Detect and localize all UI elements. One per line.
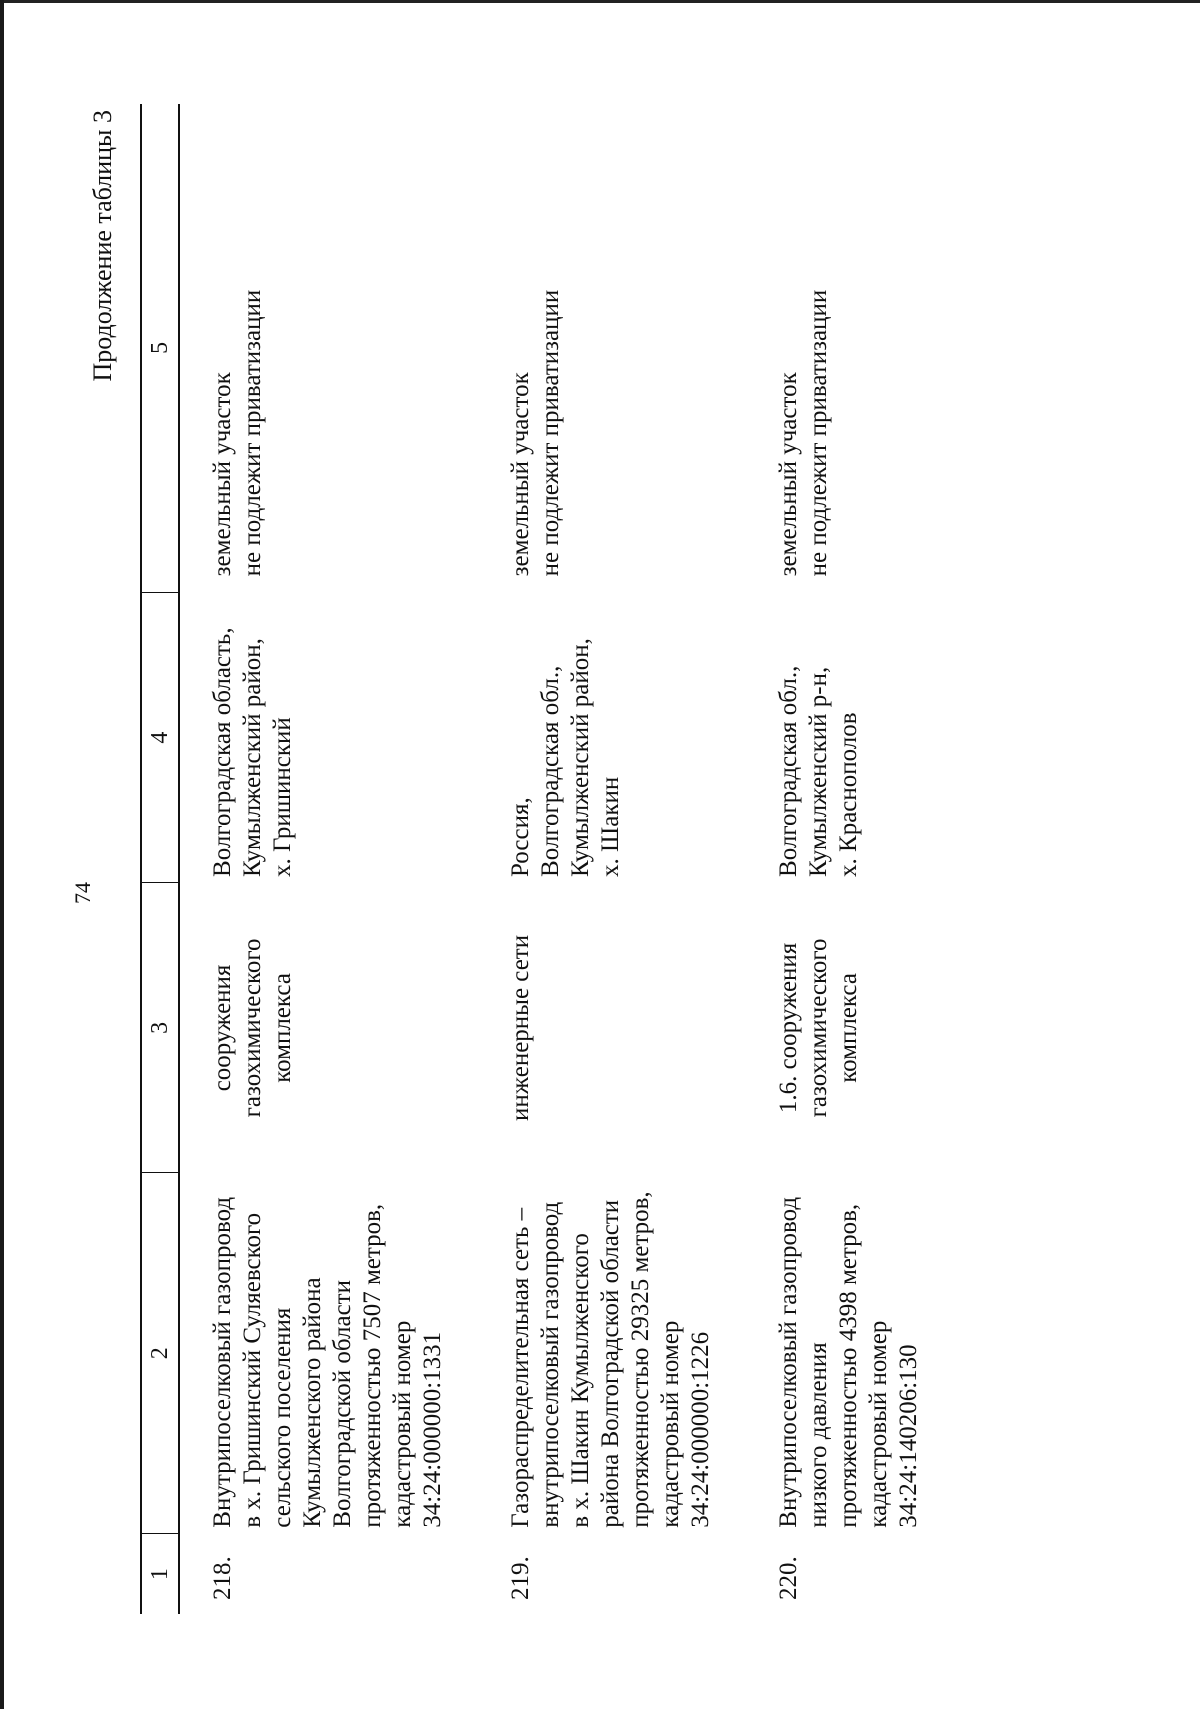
- object-name-line: Волгоградской области: [329, 1280, 356, 1528]
- column-header-1: 1: [141, 1534, 179, 1614]
- object-name-line: Кумылженского района: [299, 1277, 326, 1528]
- object-type-line: сооружения: [209, 964, 236, 1092]
- object-name-line: района Волгоградской области: [597, 1199, 624, 1528]
- table-row: [179, 104, 478, 1614]
- object-address-line: Волгоградская обл.,: [775, 665, 802, 877]
- object-type-line: газохимического: [239, 938, 266, 1118]
- object-name-line: внутрипоселковый газопровод: [537, 1201, 564, 1528]
- object-address-line: Кумылженский район,: [567, 638, 594, 877]
- table-header-row: [141, 104, 179, 1614]
- row-number-cell: 218.: [209, 1556, 236, 1600]
- object-type-line: 1.6. сооружения: [775, 942, 802, 1114]
- object-address-line: Кумылженский район,: [239, 638, 266, 877]
- object-name-line: 34:24:000000:1226: [687, 1331, 714, 1528]
- object-address-line: х. Гришинский: [269, 717, 296, 877]
- object-name-line: Внутрипоселковый газопровод: [775, 1196, 802, 1528]
- object-address-line: Волгоградская обл.,: [537, 665, 564, 877]
- object-address-cell: [179, 592, 478, 883]
- land-note-line: не подлежит приватизации: [537, 289, 564, 577]
- object-name-line: кадастровый номер: [865, 1320, 892, 1528]
- object-type-line: комплекса: [269, 973, 296, 1083]
- object-type-line: газохимического: [805, 938, 832, 1118]
- object-name-line: протяженностью 29325 метров,: [627, 1191, 654, 1528]
- object-name-line: в х. Гришинский Суляевского: [239, 1212, 266, 1528]
- table-row: [746, 104, 954, 1614]
- table-body: [179, 104, 954, 1614]
- object-type-cell: [179, 883, 478, 1173]
- object-address-cell: [746, 592, 954, 883]
- column-header-5: 5: [141, 104, 179, 592]
- object-type-line: комплекса: [835, 973, 862, 1083]
- object-name-line: низкого давления: [805, 1342, 832, 1528]
- land-note-cell: [179, 104, 478, 592]
- land-note-line: земельный участок: [775, 372, 802, 577]
- object-name-line: кадастровый номер: [657, 1320, 684, 1528]
- row-number-cell: 219.: [507, 1556, 534, 1600]
- object-address-line: Россия,: [507, 797, 534, 877]
- column-header-2: 2: [141, 1173, 179, 1534]
- object-address-line: х. Шакин: [597, 776, 624, 877]
- object-name-line: 34:24:000000:1331: [419, 1331, 446, 1528]
- object-name-cell: [478, 1173, 746, 1534]
- object-name-line: протяженностью 7507 метров,: [359, 1203, 386, 1528]
- land-note-cell: [478, 104, 746, 592]
- object-name-line: 34:24:140206:130: [895, 1344, 922, 1528]
- property-table: [140, 104, 954, 1614]
- object-type-cell: [746, 883, 954, 1173]
- land-note-line: не подлежит приватизации: [239, 289, 266, 577]
- page-number: 74: [70, 882, 95, 904]
- column-header-4: 4: [141, 592, 179, 883]
- object-name-line: протяженностью 4398 метров,: [835, 1203, 862, 1528]
- object-address-line: х. Краснополов: [835, 712, 862, 877]
- object-name-line: кадастровый номер: [389, 1320, 416, 1528]
- object-type-line: инженерные сети: [507, 934, 534, 1121]
- table-continuation-label: Продолжение таблицы 3: [88, 110, 117, 382]
- land-note-cell: [746, 104, 954, 592]
- land-note-line: земельный участок: [507, 372, 534, 577]
- object-name-cell: [746, 1173, 954, 1534]
- column-header-3: 3: [141, 883, 179, 1173]
- object-address-line: Кумылженский р-н,: [805, 666, 832, 877]
- object-name-cell: [179, 1173, 478, 1534]
- object-name-line: в х. Шакин Кумылженского: [567, 1233, 594, 1528]
- object-name-line: Внутрипоселковый газопровод: [209, 1196, 236, 1528]
- land-note-line: земельный участок: [209, 372, 236, 577]
- object-address-line: Волгоградская область,: [209, 627, 236, 877]
- object-name-line: Газораспределительная сеть –: [507, 1207, 534, 1528]
- table-row: [478, 104, 746, 1614]
- row-number-cell: 220.: [775, 1556, 802, 1600]
- object-type-cell: [478, 883, 746, 1173]
- object-address-cell: [478, 592, 746, 883]
- object-name-line: сельского поселения: [269, 1307, 296, 1528]
- land-note-line: не подлежит приватизации: [805, 289, 832, 577]
